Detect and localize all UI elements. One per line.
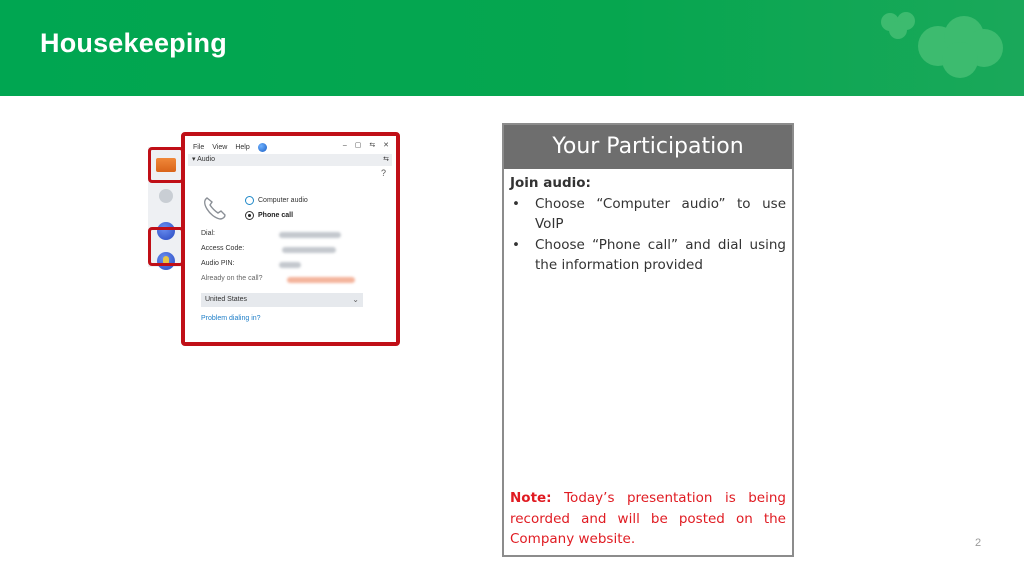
problem-dialing-link[interactable]: Problem dialing in? — [201, 315, 261, 322]
access-code-label: Access Code: — [201, 245, 245, 252]
recording-note — [510, 488, 786, 550]
header-band — [0, 0, 1024, 96]
phone-call-label: Phone call — [258, 212, 294, 219]
join-audio-heading: Join audio: — [510, 175, 591, 191]
audio-pin-label: Audio PIN: — [201, 260, 235, 267]
highlight-box — [148, 147, 184, 183]
dial-label: Dial: — [201, 230, 216, 237]
country-value: United States — [205, 296, 248, 303]
chat-icon[interactable] — [159, 189, 173, 203]
collapse-icon[interactable]: ▾ — [192, 156, 198, 163]
bullet-phone-call: • Choose “Phone call” and dial using the information provided — [510, 235, 786, 276]
highlight-box — [148, 227, 184, 266]
chevron-down-icon[interactable]: ⌄ — [352, 295, 359, 304]
highlight-box — [181, 132, 400, 346]
window-controls[interactable]: – ▢ ⇆ ✕ — [342, 142, 392, 149]
computer-audio-label: Computer audio — [258, 197, 308, 204]
popout-icon[interactable]: ⇆ — [383, 156, 389, 163]
card-title: Your Participation — [504, 125, 792, 169]
trefoil-logo-large-icon — [916, 16, 1004, 78]
already-on-call-label: Already on the call? — [201, 275, 263, 282]
menu-view[interactable]: View — [212, 143, 228, 151]
bullet-computer-audio: • Choose “Computer audio” to use VoIP — [510, 194, 786, 235]
page-number: 2 — [975, 537, 982, 549]
note-text: Today’s presentation is being recorded and will be posted on the Company website. — [510, 490, 786, 547]
card-body — [510, 173, 786, 276]
audio-panel-screenshot — [148, 130, 404, 348]
help-icon[interactable]: ? — [380, 168, 386, 178]
menu-help[interactable]: Help — [235, 143, 250, 151]
audio-section-label: Audio — [197, 156, 215, 163]
trefoil-logo-small-icon — [878, 10, 920, 40]
note-label: Note: — [510, 490, 552, 506]
menu-file[interactable]: File — [193, 143, 205, 151]
participation-card — [502, 123, 794, 557]
page-title: Housekeeping — [40, 28, 227, 58]
